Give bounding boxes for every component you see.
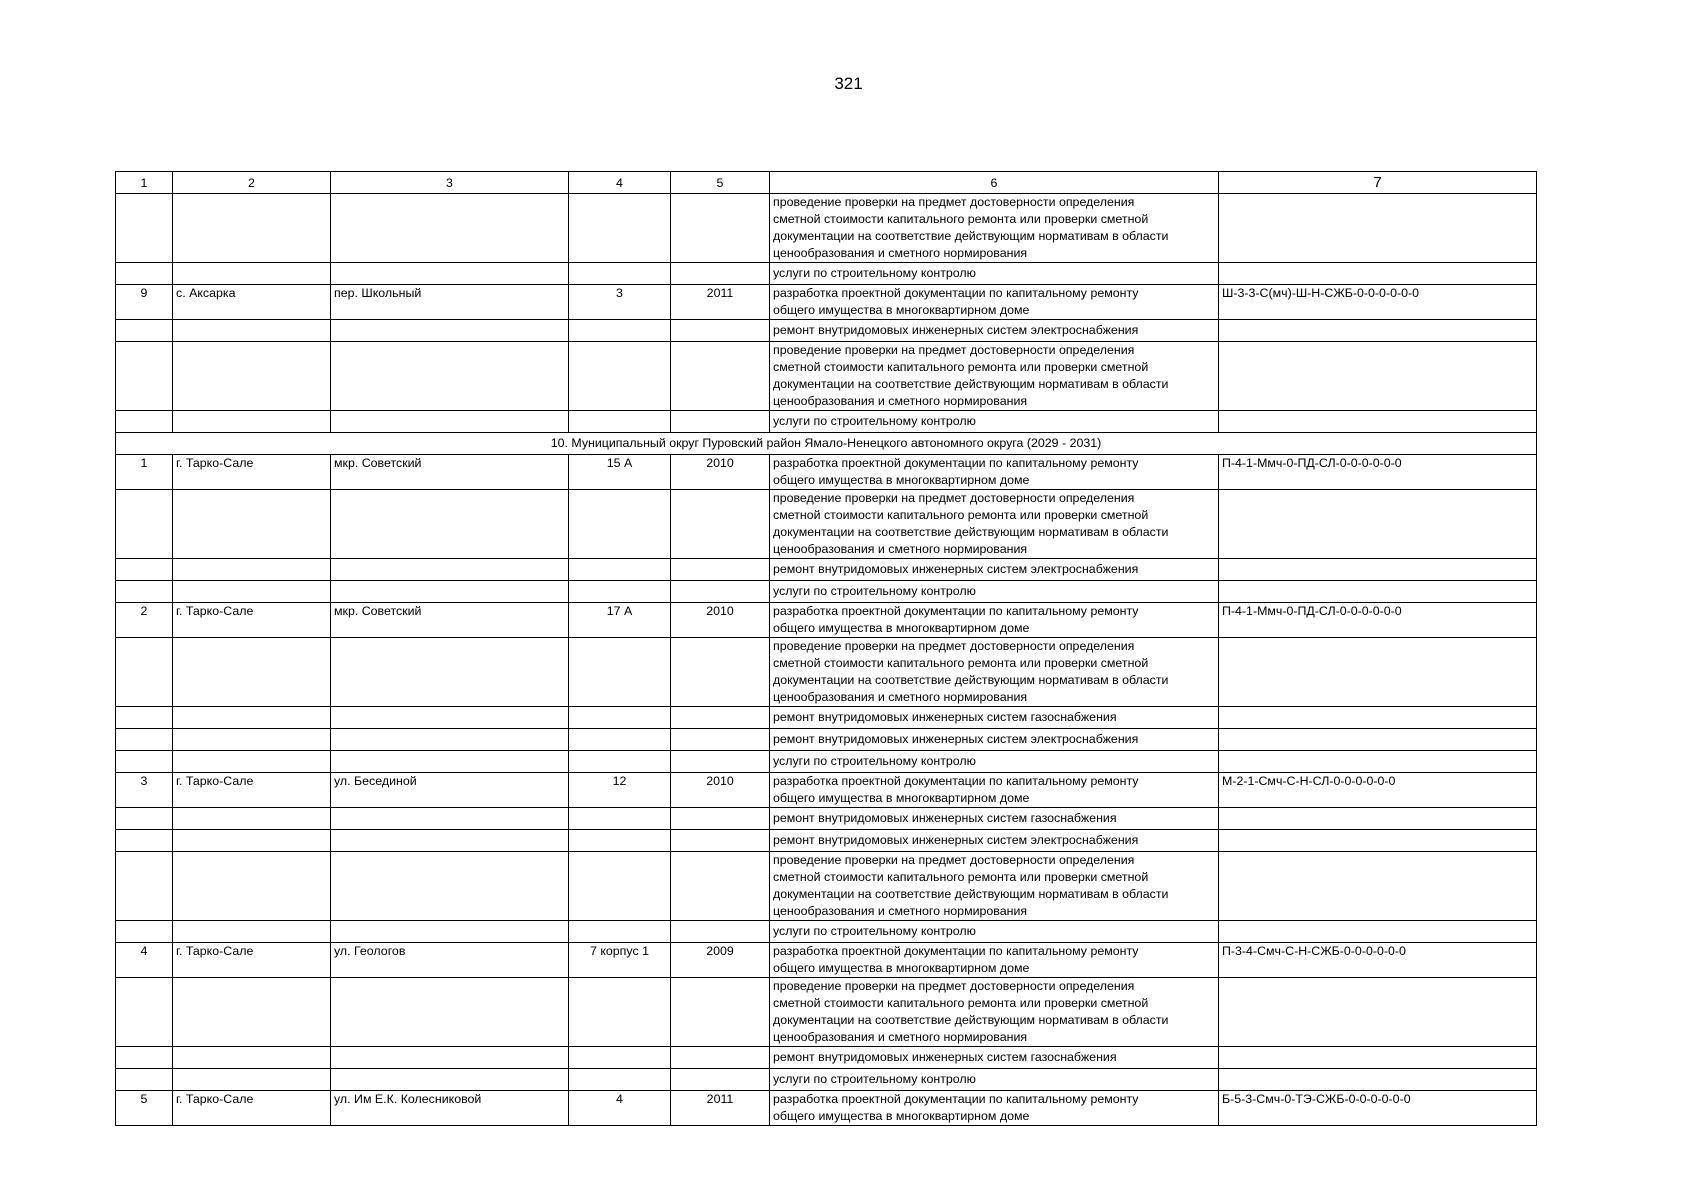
house-number-cell bbox=[569, 808, 671, 830]
year-cell bbox=[671, 194, 770, 263]
row-number-cell bbox=[116, 729, 173, 751]
work-type-cell: ремонт внутридомовых инженерных систем газоснабжения bbox=[770, 808, 1219, 830]
house-number-cell bbox=[569, 830, 671, 852]
house-code-cell bbox=[1219, 194, 1537, 263]
work-type-cell: разработка проектной документации по капитальному ремонту общего имущества в многоквартирном доме bbox=[770, 603, 1219, 638]
row-number-cell bbox=[116, 411, 173, 433]
work-type-cell: ремонт внутридомовых инженерных систем электроснабжения bbox=[770, 559, 1219, 581]
settlement-cell bbox=[173, 411, 331, 433]
street-cell bbox=[331, 808, 569, 830]
year-cell bbox=[671, 320, 770, 342]
row-number-cell bbox=[116, 852, 173, 921]
header-col-7: 7 bbox=[1219, 172, 1537, 194]
work-type-cell: разработка проектной документации по капитальному ремонту общего имущества в многоквартирном доме bbox=[770, 1091, 1219, 1126]
work-type-cell: проведение проверки на предмет достоверности определения сметной стоимости капитального ремонта или проверки сметной документации на соответствие действующим нормативам в области ценообразования и сметного нормирования bbox=[770, 978, 1219, 1047]
table-row bbox=[116, 411, 1537, 433]
row-number-cell: 9 bbox=[116, 285, 173, 320]
house-code-cell bbox=[1219, 830, 1537, 852]
year-cell bbox=[671, 729, 770, 751]
year-cell: 2010 bbox=[671, 773, 770, 808]
section-title: 10. Муниципальный округ Пуровский район Ямало-Ненецкого автономного округа (2029 - 2031) bbox=[116, 433, 1537, 455]
house-code-cell bbox=[1219, 1047, 1537, 1069]
house-number-cell: 7 корпус 1 bbox=[569, 943, 671, 978]
street-cell: пер. Школьный bbox=[331, 285, 569, 320]
header-col-4: 4 bbox=[569, 172, 671, 194]
work-type-cell: проведение проверки на предмет достоверности определения сметной стоимости капитального ремонта или проверки сметной документации на соответствие действующим нормативам в области ценообразования и сметного нормирования bbox=[770, 490, 1219, 559]
year-cell bbox=[671, 581, 770, 603]
header-col-1: 1 bbox=[116, 172, 173, 194]
row-number-cell bbox=[116, 808, 173, 830]
house-code-cell: Ш-3-3-С(мч)-Ш-Н-СЖБ-0-0-0-0-0-0 bbox=[1219, 285, 1537, 320]
header-row bbox=[116, 172, 1537, 194]
settlement-cell bbox=[173, 638, 331, 707]
row-number-cell: 5 bbox=[116, 1091, 173, 1126]
year-cell bbox=[671, 830, 770, 852]
street-cell: ул. Им Е.К. Колесниковой bbox=[331, 1091, 569, 1126]
settlement-cell bbox=[173, 830, 331, 852]
year-cell bbox=[671, 342, 770, 411]
street-cell bbox=[331, 194, 569, 263]
row-number-cell bbox=[116, 342, 173, 411]
year-cell: 2010 bbox=[671, 603, 770, 638]
year-cell bbox=[671, 751, 770, 773]
table-row bbox=[116, 1047, 1537, 1069]
row-number-cell bbox=[116, 559, 173, 581]
row-number-cell: 1 bbox=[116, 455, 173, 490]
work-type-cell: разработка проектной документации по капитальному ремонту общего имущества в многоквартирном доме bbox=[770, 285, 1219, 320]
house-number-cell bbox=[569, 707, 671, 729]
registry-table bbox=[115, 171, 1537, 1126]
work-type-cell: услуги по строительному контролю bbox=[770, 581, 1219, 603]
settlement-cell bbox=[173, 490, 331, 559]
row-number-cell bbox=[116, 581, 173, 603]
row-number-cell bbox=[116, 978, 173, 1047]
house-number-cell: 17 А bbox=[569, 603, 671, 638]
house-number-cell bbox=[569, 194, 671, 263]
house-code-cell bbox=[1219, 411, 1537, 433]
year-cell bbox=[671, 490, 770, 559]
settlement-cell: г. Тарко-Сале bbox=[173, 1091, 331, 1126]
row-number-cell bbox=[116, 830, 173, 852]
work-type-cell: разработка проектной документации по капитальному ремонту общего имущества в многоквартирном доме bbox=[770, 455, 1219, 490]
table-row bbox=[116, 943, 1537, 978]
house-number-cell bbox=[569, 852, 671, 921]
row-number-cell bbox=[116, 263, 173, 285]
year-cell bbox=[671, 263, 770, 285]
year-cell bbox=[671, 921, 770, 943]
street-cell bbox=[331, 638, 569, 707]
house-number-cell bbox=[569, 921, 671, 943]
house-code-cell: М-2-1-Смч-С-Н-СЛ-0-0-0-0-0-0 bbox=[1219, 773, 1537, 808]
table-row bbox=[116, 194, 1537, 263]
year-cell: 2011 bbox=[671, 1091, 770, 1126]
house-code-cell: П-4-1-Ммч-0-ПД-СЛ-0-0-0-0-0-0 bbox=[1219, 603, 1537, 638]
table-row bbox=[116, 490, 1537, 559]
house-number-cell: 12 bbox=[569, 773, 671, 808]
table-row bbox=[116, 978, 1537, 1047]
settlement-cell: с. Аксарка bbox=[173, 285, 331, 320]
house-code-cell bbox=[1219, 263, 1537, 285]
settlement-cell bbox=[173, 342, 331, 411]
house-code-cell bbox=[1219, 808, 1537, 830]
year-cell bbox=[671, 411, 770, 433]
settlement-cell: г. Тарко-Сале bbox=[173, 603, 331, 638]
street-cell bbox=[331, 320, 569, 342]
street-cell bbox=[331, 559, 569, 581]
street-cell bbox=[331, 830, 569, 852]
row-number-cell bbox=[116, 707, 173, 729]
table-row bbox=[116, 455, 1537, 490]
settlement-cell bbox=[173, 263, 331, 285]
settlement-cell bbox=[173, 194, 331, 263]
row-number-cell: 4 bbox=[116, 943, 173, 978]
settlement-cell: г. Тарко-Сале bbox=[173, 943, 331, 978]
table-row bbox=[116, 751, 1537, 773]
work-type-cell: услуги по строительному контролю bbox=[770, 751, 1219, 773]
house-number-cell bbox=[569, 342, 671, 411]
house-code-cell bbox=[1219, 729, 1537, 751]
table-row bbox=[116, 638, 1537, 707]
house-code-cell: П-3-4-Смч-С-Н-СЖБ-0-0-0-0-0-0 bbox=[1219, 943, 1537, 978]
year-cell bbox=[671, 978, 770, 1047]
street-cell bbox=[331, 707, 569, 729]
row-number-cell bbox=[116, 921, 173, 943]
street-cell: мкр. Советский bbox=[331, 603, 569, 638]
street-cell bbox=[331, 729, 569, 751]
work-type-cell: ремонт внутридомовых инженерных систем электроснабжения bbox=[770, 830, 1219, 852]
row-number-cell bbox=[116, 320, 173, 342]
street-cell bbox=[331, 852, 569, 921]
house-number-cell bbox=[569, 581, 671, 603]
house-number-cell: 15 А bbox=[569, 455, 671, 490]
street-cell bbox=[331, 1047, 569, 1069]
table-row bbox=[116, 729, 1537, 751]
work-type-cell: ремонт внутридомовых инженерных систем газоснабжения bbox=[770, 707, 1219, 729]
house-number-cell bbox=[569, 411, 671, 433]
house-code-cell bbox=[1219, 1069, 1537, 1091]
settlement-cell: г. Тарко-Сале bbox=[173, 455, 331, 490]
street-cell bbox=[331, 342, 569, 411]
year-cell bbox=[671, 638, 770, 707]
settlement-cell bbox=[173, 852, 331, 921]
work-type-cell: ремонт внутридомовых инженерных систем газоснабжения bbox=[770, 1047, 1219, 1069]
work-type-cell: проведение проверки на предмет достоверности определения сметной стоимости капитального ремонта или проверки сметной документации на соответствие действующим нормативам в области ценообразования и сметного нормирования bbox=[770, 342, 1219, 411]
house-number-cell bbox=[569, 978, 671, 1047]
settlement-cell bbox=[173, 559, 331, 581]
house-number-cell bbox=[569, 320, 671, 342]
row-number-cell bbox=[116, 751, 173, 773]
table-body bbox=[116, 194, 1537, 1126]
work-type-cell: проведение проверки на предмет достоверности определения сметной стоимости капитального ремонта или проверки сметной документации на соответствие действующим нормативам в области ценообразования и сметного нормирования bbox=[770, 852, 1219, 921]
house-code-cell bbox=[1219, 707, 1537, 729]
settlement-cell bbox=[173, 808, 331, 830]
house-code-cell bbox=[1219, 559, 1537, 581]
street-cell: мкр. Советский bbox=[331, 455, 569, 490]
house-code-cell bbox=[1219, 490, 1537, 559]
table-row bbox=[116, 852, 1537, 921]
row-number-cell: 3 bbox=[116, 773, 173, 808]
settlement-cell bbox=[173, 581, 331, 603]
header-col-3: 3 bbox=[331, 172, 569, 194]
house-code-cell bbox=[1219, 921, 1537, 943]
table-row bbox=[116, 603, 1537, 638]
work-type-cell: ремонт внутридомовых инженерных систем электроснабжения bbox=[770, 320, 1219, 342]
header-col-2: 2 bbox=[173, 172, 331, 194]
page-number: 321 bbox=[834, 74, 863, 93]
street-cell bbox=[331, 751, 569, 773]
table-row bbox=[116, 773, 1537, 808]
work-type-cell: разработка проектной документации по капитальному ремонту общего имущества в многоквартирном доме bbox=[770, 773, 1219, 808]
work-type-cell: услуги по строительному контролю bbox=[770, 263, 1219, 285]
row-number-cell: 2 bbox=[116, 603, 173, 638]
street-cell bbox=[331, 978, 569, 1047]
table-row bbox=[116, 808, 1537, 830]
table-row bbox=[116, 1091, 1537, 1126]
street-cell bbox=[331, 263, 569, 285]
table-row bbox=[116, 263, 1537, 285]
year-cell bbox=[671, 808, 770, 830]
house-code-cell: П-4-1-Ммч-0-ПД-СЛ-0-0-0-0-0-0 bbox=[1219, 455, 1537, 490]
street-cell bbox=[331, 581, 569, 603]
settlement-cell bbox=[173, 729, 331, 751]
house-number-cell: 3 bbox=[569, 285, 671, 320]
year-cell: 2009 bbox=[671, 943, 770, 978]
house-code-cell bbox=[1219, 320, 1537, 342]
settlement-cell bbox=[173, 320, 331, 342]
table-row bbox=[116, 581, 1537, 603]
house-number-cell bbox=[569, 751, 671, 773]
year-cell bbox=[671, 852, 770, 921]
house-number-cell bbox=[569, 1069, 671, 1091]
table-row bbox=[116, 342, 1537, 411]
table-row bbox=[116, 707, 1537, 729]
house-code-cell bbox=[1219, 852, 1537, 921]
table-row bbox=[116, 830, 1537, 852]
table-row bbox=[116, 285, 1537, 320]
house-code-cell: Б-5-3-Смч-0-ТЭ-СЖБ-0-0-0-0-0-0 bbox=[1219, 1091, 1537, 1126]
row-number-cell bbox=[116, 1069, 173, 1091]
work-type-cell: услуги по строительному контролю bbox=[770, 411, 1219, 433]
house-code-cell bbox=[1219, 342, 1537, 411]
street-cell: ул. Бесединой bbox=[331, 773, 569, 808]
work-type-cell: проведение проверки на предмет достоверности определения сметной стоимости капитального ремонта или проверки сметной документации на соответствие действующим нормативам в области ценообразования и сметного нормирования bbox=[770, 638, 1219, 707]
house-number-cell bbox=[569, 1047, 671, 1069]
street-cell bbox=[331, 1069, 569, 1091]
house-number-cell bbox=[569, 638, 671, 707]
header-col-6: 6 bbox=[770, 172, 1219, 194]
year-cell bbox=[671, 1069, 770, 1091]
house-number-cell bbox=[569, 263, 671, 285]
house-code-cell bbox=[1219, 581, 1537, 603]
settlement-cell bbox=[173, 1047, 331, 1069]
street-cell bbox=[331, 411, 569, 433]
table-row bbox=[116, 921, 1537, 943]
street-cell: ул. Геологов bbox=[331, 943, 569, 978]
work-type-cell: проведение проверки на предмет достоверности определения сметной стоимости капитального ремонта или проверки сметной документации на соответствие действующим нормативам в области ценообразования и сметного нормирования bbox=[770, 194, 1219, 263]
settlement-cell bbox=[173, 751, 331, 773]
row-number-cell bbox=[116, 1047, 173, 1069]
table-row bbox=[116, 1069, 1537, 1091]
year-cell bbox=[671, 559, 770, 581]
row-number-cell bbox=[116, 490, 173, 559]
house-number-cell bbox=[569, 559, 671, 581]
house-code-cell bbox=[1219, 638, 1537, 707]
row-number-cell bbox=[116, 638, 173, 707]
year-cell: 2011 bbox=[671, 285, 770, 320]
house-number-cell bbox=[569, 729, 671, 751]
work-type-cell: разработка проектной документации по капитальному ремонту общего имущества в многоквартирном доме bbox=[770, 943, 1219, 978]
work-type-cell: услуги по строительному контролю bbox=[770, 921, 1219, 943]
year-cell bbox=[671, 707, 770, 729]
house-code-cell bbox=[1219, 978, 1537, 1047]
house-number-cell: 4 bbox=[569, 1091, 671, 1126]
house-code-cell bbox=[1219, 751, 1537, 773]
row-number-cell bbox=[116, 194, 173, 263]
table-header bbox=[116, 172, 1537, 194]
settlement-cell: г. Тарко-Сале bbox=[173, 773, 331, 808]
settlement-cell bbox=[173, 921, 331, 943]
table-row bbox=[116, 559, 1537, 581]
table-row bbox=[116, 320, 1537, 342]
house-number-cell bbox=[569, 490, 671, 559]
year-cell bbox=[671, 1047, 770, 1069]
street-cell bbox=[331, 490, 569, 559]
year-cell: 2010 bbox=[671, 455, 770, 490]
street-cell bbox=[331, 921, 569, 943]
work-type-cell: ремонт внутридомовых инженерных систем электроснабжения bbox=[770, 729, 1219, 751]
settlement-cell bbox=[173, 707, 331, 729]
settlement-cell bbox=[173, 1069, 331, 1091]
section-row bbox=[116, 433, 1537, 455]
settlement-cell bbox=[173, 978, 331, 1047]
header-col-5: 5 bbox=[671, 172, 770, 194]
work-type-cell: услуги по строительному контролю bbox=[770, 1069, 1219, 1091]
